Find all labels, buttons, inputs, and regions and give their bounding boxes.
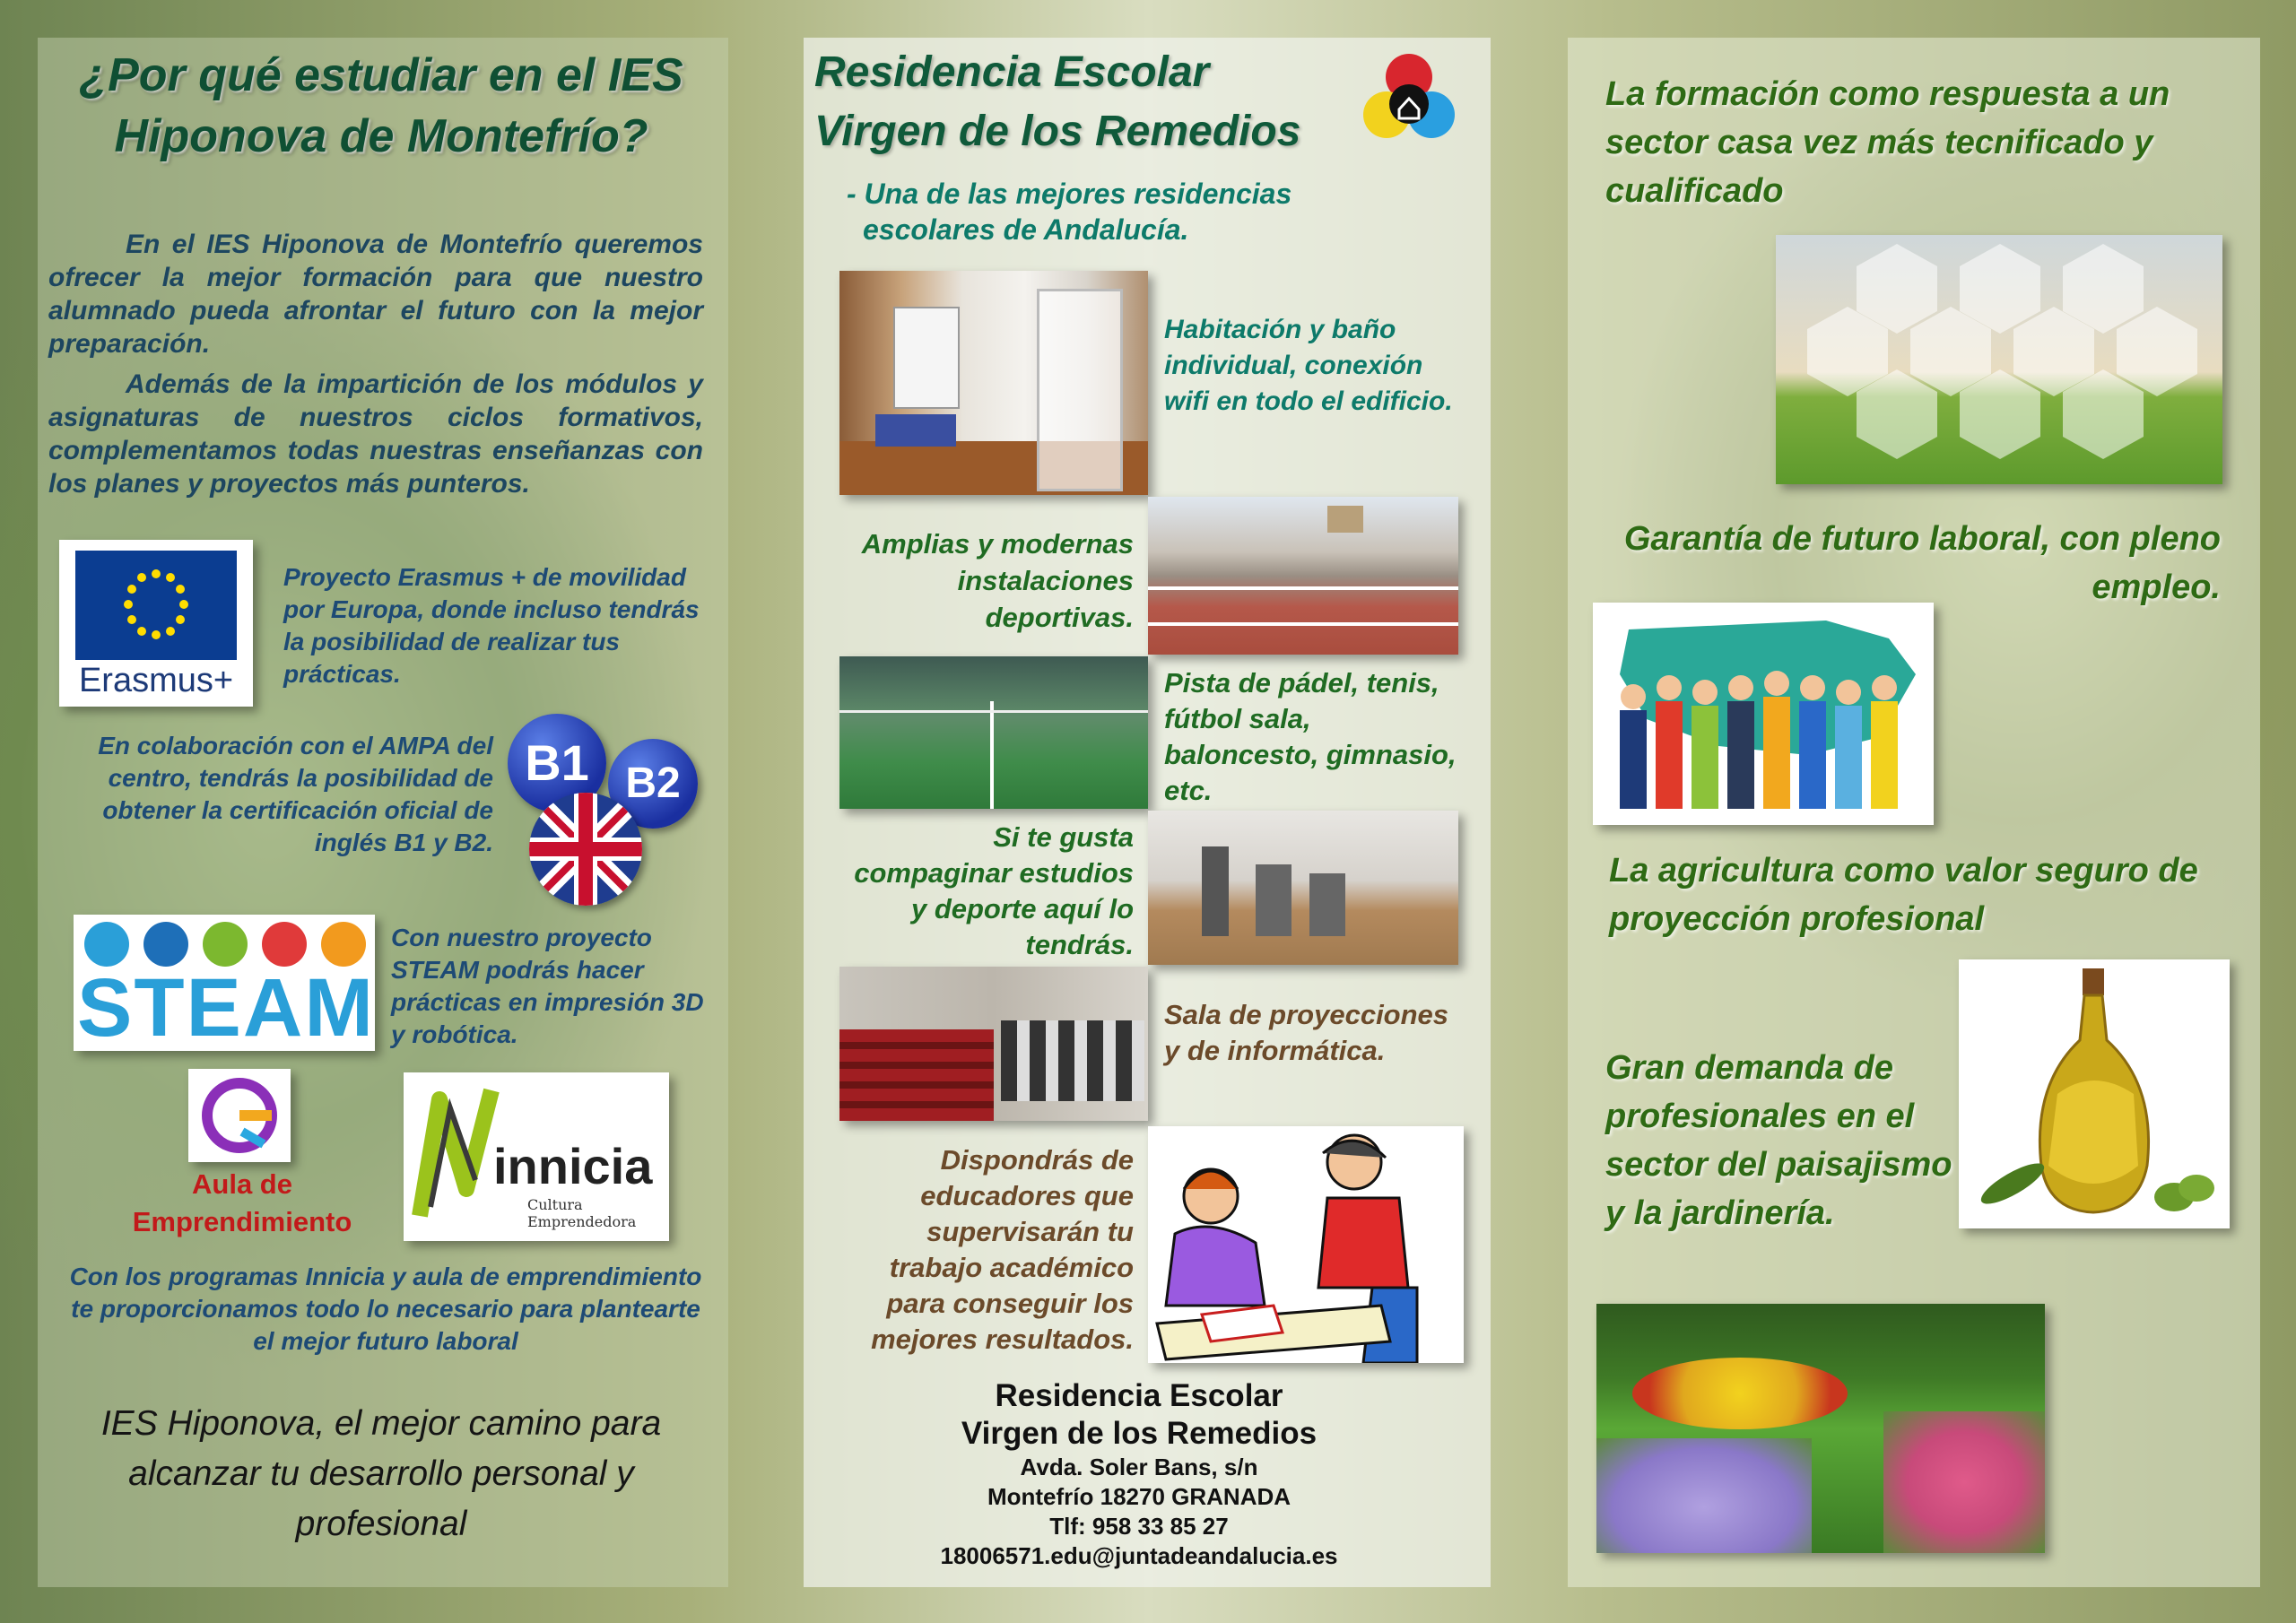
aula-logo — [188, 1069, 291, 1162]
steam-icon-3 — [203, 922, 248, 967]
court-line — [1148, 622, 1458, 626]
left-title: ¿Por qué estudiar en el IES Hiponova de Montefrío? — [79, 49, 683, 162]
steam-logo-text: STEAM — [77, 962, 375, 1051]
agritech-photo — [1776, 235, 2222, 484]
innicia-logo-text: innicia — [493, 1138, 653, 1194]
gym-machine — [1256, 864, 1292, 936]
contact-city: Montefrío 18270 GRANADA — [987, 1483, 1292, 1510]
residence-title-line1: Residencia Escolar — [814, 48, 1210, 96]
steam-icon-5 — [321, 922, 366, 967]
room-bed — [875, 414, 956, 447]
erasmus-text: Proyecto Erasmus + de movilidad por Europa, donde incluso tendrás la posibilidad de realizar tus prácticas. — [283, 563, 700, 688]
teacher-student-icon — [1148, 1126, 1464, 1363]
contact-address: Avda. Soler Bans, s/n — [1020, 1454, 1258, 1480]
padel-line — [990, 701, 994, 809]
right-heading-3: La agricultura como valor seguro de proyección profesional — [1609, 852, 2198, 938]
steam-icon-2 — [144, 922, 188, 967]
room-shower — [1037, 289, 1123, 491]
erasmus-logo-text: Erasmus+ — [78, 662, 234, 699]
erasmus-logo — [59, 540, 253, 707]
contact-block — [888, 1377, 1390, 1571]
sports-photo — [1148, 497, 1458, 655]
computer-room — [1001, 1020, 1144, 1101]
aula-label: Aula de Emprendimiento — [132, 1168, 352, 1237]
olive-oil-photo — [1959, 959, 2230, 1228]
padel-text: Pista de pádel, tenis, fútbol sala, baloncesto, gimnasio, etc. — [1164, 667, 1457, 806]
room-window — [893, 307, 960, 409]
steam-logo — [74, 915, 375, 1051]
contact-phone: Tlf: 958 33 85 27 — [1049, 1513, 1229, 1540]
court-line — [1148, 586, 1458, 590]
uk-flag-icon — [529, 793, 642, 906]
left-paragraph-2: Además de la impartición de los módulos y asignaturas de nuestros ciclos formativos, complementamos todas nuestras enseñanzas con los planes y proyectos más punteros. — [48, 369, 703, 499]
right-heading-1: La formación como respuesta a un sector casa vez más tecnificado y cualificado — [1605, 75, 2170, 210]
educators-text: Dispondrás de educadores que supervisarán tu trabajo académico para conseguir los mejores resultados. — [871, 1144, 1134, 1355]
workers-illustration — [1593, 603, 1934, 825]
rooms-text: Sala de proyecciones y de informática. — [1164, 999, 1449, 1066]
contact-email: 18006571.edu@juntadeandalucia.es — [940, 1542, 1338, 1569]
gym-photo — [1148, 811, 1458, 965]
residence-subtitle: - Una de las mejores residencias escolares de Andalucía. — [847, 178, 1292, 246]
residence-logo-icon — [1356, 50, 1462, 149]
flower-bed — [1632, 1358, 1848, 1429]
residence-title — [814, 43, 1300, 161]
educators-illustration — [1148, 1126, 1464, 1363]
right-heading-4: Gran demanda de profesionales en el sector del paisajismo y la jardinería. — [1605, 1049, 1952, 1232]
padel-photo — [839, 656, 1148, 809]
spain-map-workers-icon — [1593, 603, 1934, 825]
garden-photo — [1596, 1304, 2045, 1553]
castle-shape — [1327, 506, 1363, 533]
study-text: Si te gusta compaginar estudios y deporte aquí lo tendrás. — [854, 821, 1134, 960]
gym-machine — [1309, 873, 1345, 936]
room-text: Habitación y baño individual, conexión wifi en todo el edificio. — [1164, 315, 1453, 416]
auditorium-photo — [839, 967, 1148, 1121]
programs-text: Con los programas Innicia y aula de emprendimiento te proporcionamos todo lo necesario para plantearte el mejor futuro laboral — [69, 1263, 702, 1355]
auditorium-seats — [839, 1029, 994, 1121]
gym-machine — [1202, 846, 1229, 936]
padel-net — [839, 710, 1148, 713]
contact-name-line2: Virgen de los Remedios — [961, 1416, 1318, 1451]
b1-badge: B1 — [508, 714, 606, 812]
b2-badge: B2 — [608, 739, 698, 829]
right-heading-2: Garantía de futuro laboral, con pleno empleo. — [1623, 520, 2221, 606]
innicia-logo — [404, 1072, 669, 1241]
left-paragraph-1: En el IES Hiponova de Montefrío queremos ofrecer la mejor formación para que nuestro alumnado pueda afrontar el futuro con la mejor preparación. — [48, 230, 703, 359]
innicia-logo-subtitle: Cultura Emprendedora — [527, 1196, 637, 1230]
steam-icon-1 — [84, 922, 129, 967]
sports-text: Amplias y modernas instalaciones deportivas. — [861, 528, 1134, 633]
left-slogan: IES Hiponova, el mejor camino para alcanzar tu desarrollo personal y profesional — [100, 1404, 662, 1543]
ampa-text: En colaboración con el AMPA del centro, tendrás la posibilidad de obtener la certificación oficial de inglés B1 y B2. — [98, 732, 493, 856]
aula-emprendimiento-icon — [188, 1069, 291, 1162]
flower-bed — [1596, 1438, 1812, 1553]
agritech-hexagons-icon — [1776, 235, 2222, 484]
room-photo — [839, 271, 1148, 495]
steam-icon-4 — [262, 922, 307, 967]
flower-bed — [1883, 1411, 2045, 1553]
residence-title-line2: Virgen de los Remedios — [814, 108, 1301, 155]
steam-text: Con nuestro proyecto STEAM podrás hacer prácticas en impresión 3D y robótica. — [391, 924, 704, 1048]
contact-name-line1: Residencia Escolar — [995, 1378, 1283, 1413]
olive-oil-bottle-icon — [1959, 959, 2230, 1228]
